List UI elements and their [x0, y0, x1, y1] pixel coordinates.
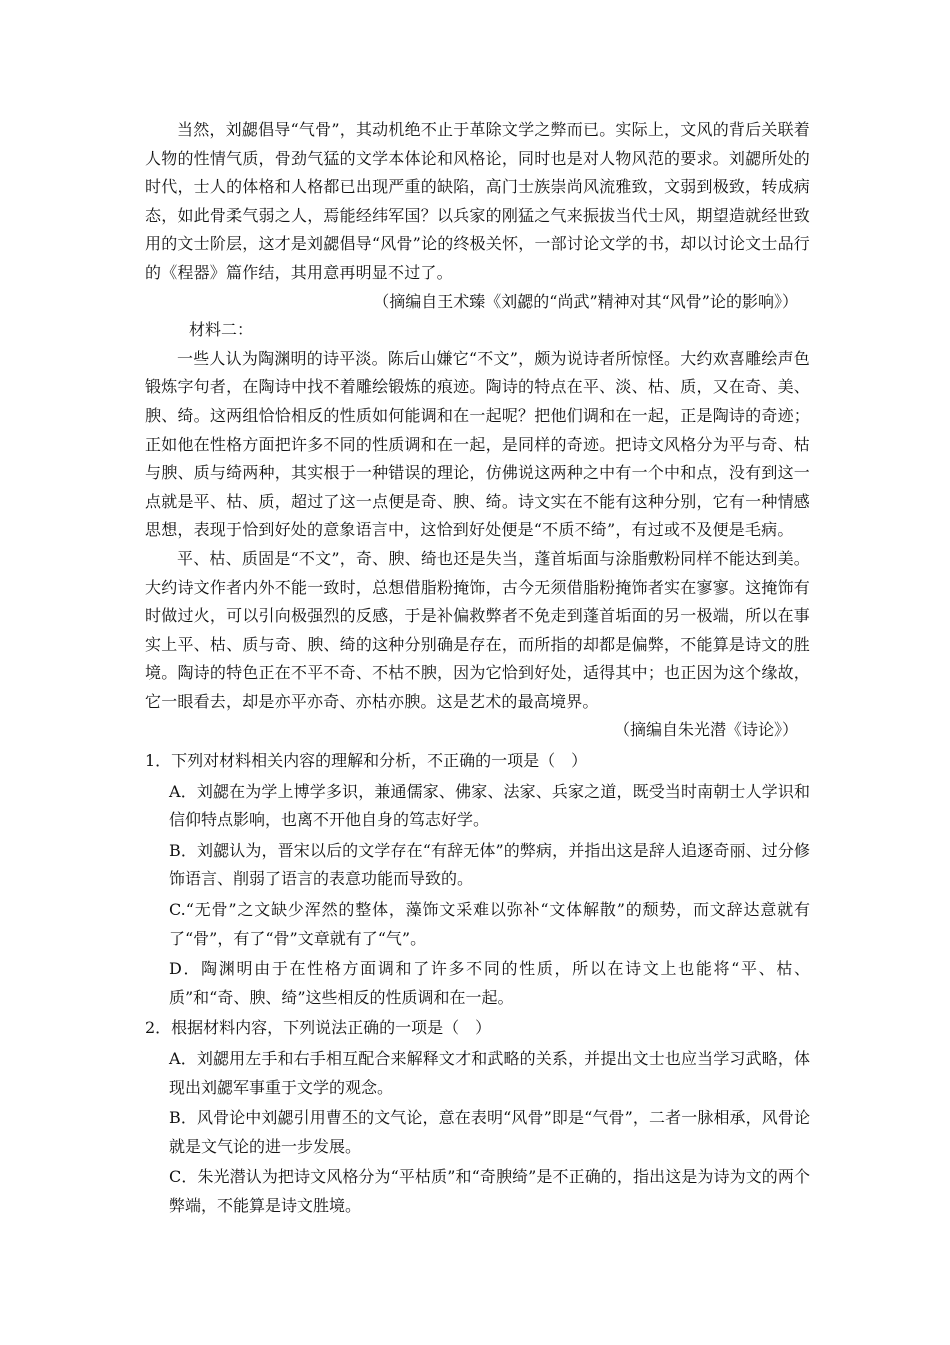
question-1-option-a: A．刘勰在为学上博学多识，兼通儒家、佛家、法家、兵家之道，既受当时南朝士人学识和信仰特点影响，也离不开他自身的笃志好学。	[169, 781, 810, 830]
question-2-option-a: A．刘勰用左手和右手相互配合来解释文才和武略的关系，并提出文士也应当学习武略，体现出刘勰军事重于文学的观念。	[169, 1049, 810, 1097]
material2-paragraph-2: 平、枯、质固是“不文”，奇、腴、绮也还是失当，蓬首垢面与涂脂敷粉同样不能达到美。大约诗文作者内外不能一致时，总想借脂粉掩饰，古今无须借脂粉掩饰者实在寥寥。这掩饰有时做过火，可以引向极强烈的反感，于是补偏救弊者不免走到蓬首垢面的另一极端，所以在事实上平、枯、质与奇、腴、绮的这种分别确是存在，而所指的却都是偏弊，不能算是诗文的胜境。陶诗的特色正在不平不奇、不枯不腴，因为它恰到好处，适得其中；也正因为这个缘故，它一眼看去，却是亦平亦奇、亦枯亦腴。这是艺术的最高境界。	[145, 548, 810, 711]
document-page	[145, 116, 810, 1221]
material2-paragraph-1: 一些人认为陶渊明的诗平淡。陈后山嫌它“不文”，颇为说诗者所惊怪。大约欢喜雕绘声色锻炼字句者，在陶诗中找不着雕绘锻炼的痕迹。陶诗的特点在平、淡、枯、质，又在奇、美、腴、绮。这两组恰恰相反的性质如何能调和在一起呢？把他们调和在一起，正是陶诗的奇迹；正如他在性格方面把许多不同的性质调和在一起，是同样的奇迹。把诗文风格分为平与奇、枯与腴、质与绮两种，其实根于一种错误的理论，仿佛说这两种之中有一个中和点，没有到这一点就是平、枯、质，超过了这一点便是奇、腴、绮。诗文实在不能有这种分别，它有一种情感思想，表现于恰到好处的意象语言中，这恰到好处便是“不质不绮”，有过或不及便是毛病。	[145, 348, 810, 540]
question-1-stem: 1．下列对材料相关内容的理解和分析，不正确的一项是（ ）	[145, 751, 588, 771]
material2-source: （摘编自朱光潜《诗论》）	[613, 720, 798, 740]
question-2-option-c: C．朱光潜认为把诗文风格分为“平枯质”和“奇腴绮”是不正确的，指出这是为诗为文的两个弊端，不能算是诗文胜境。	[169, 1167, 810, 1215]
material1-paragraph: 当然，刘勰倡导“气骨”，其动机绝不止于革除文学之弊而已。实际上，文风的背后关联着人物的性情气质，骨劲气猛的文学本体论和风格论，同时也是对人物风范的要求。刘勰所处的时代，士人的体格和人格都已出现严重的缺陷，高门士族崇尚风流雅致，文弱到极致，转成病态，如此骨柔气弱之人，焉能经纬军国？以兵家的刚猛之气来振拔当代士风，期望造就经世致用的文士阶层，这才是刘勰倡导“风骨”论的终极关怀，一部讨论文学的书，却以讨论文士品行的《程器》篇作结，其用意再明显不过了。	[145, 120, 810, 282]
question-2-stem: 2．根据材料内容，下列说法正确的一项是（ ）	[145, 1018, 492, 1038]
question-1	[145, 747, 810, 1012]
question-2-option-b: B．风骨论中刘勰引用曹丕的文气论，意在表明“风骨”即是“气骨”，二者一脉相承，风骨论就是文气论的进一步发展。	[169, 1108, 810, 1156]
question-1-option-d: D．陶渊明由于在性格方面调和了许多不同的性质，所以在诗文上也能将“平、枯、质”和“奇、腴、绮”这些相反的性质调和在一起。	[169, 959, 810, 1007]
material1-source: （摘编自王术臻《刘勰的“尚武”精神对其“风骨”论的影响》）	[373, 291, 798, 311]
question-1-option-b: B．刘勰认为，晋宋以后的文学存在“有辞无体”的弊病，并指出这是辞人追逐奇丽、过分修饰语言、削弱了语言的表意功能而导致的。	[169, 840, 810, 889]
question-2	[145, 1014, 810, 1220]
question-1-option-c: C.“无骨”之文缺少浑然的整体，藻饰文采难以弥补“文体解散”的颓势，而文辞达意就有了“骨”，有了“骨”文章就有了“气”。	[169, 900, 810, 948]
material2-heading: 材料二：	[189, 320, 254, 340]
